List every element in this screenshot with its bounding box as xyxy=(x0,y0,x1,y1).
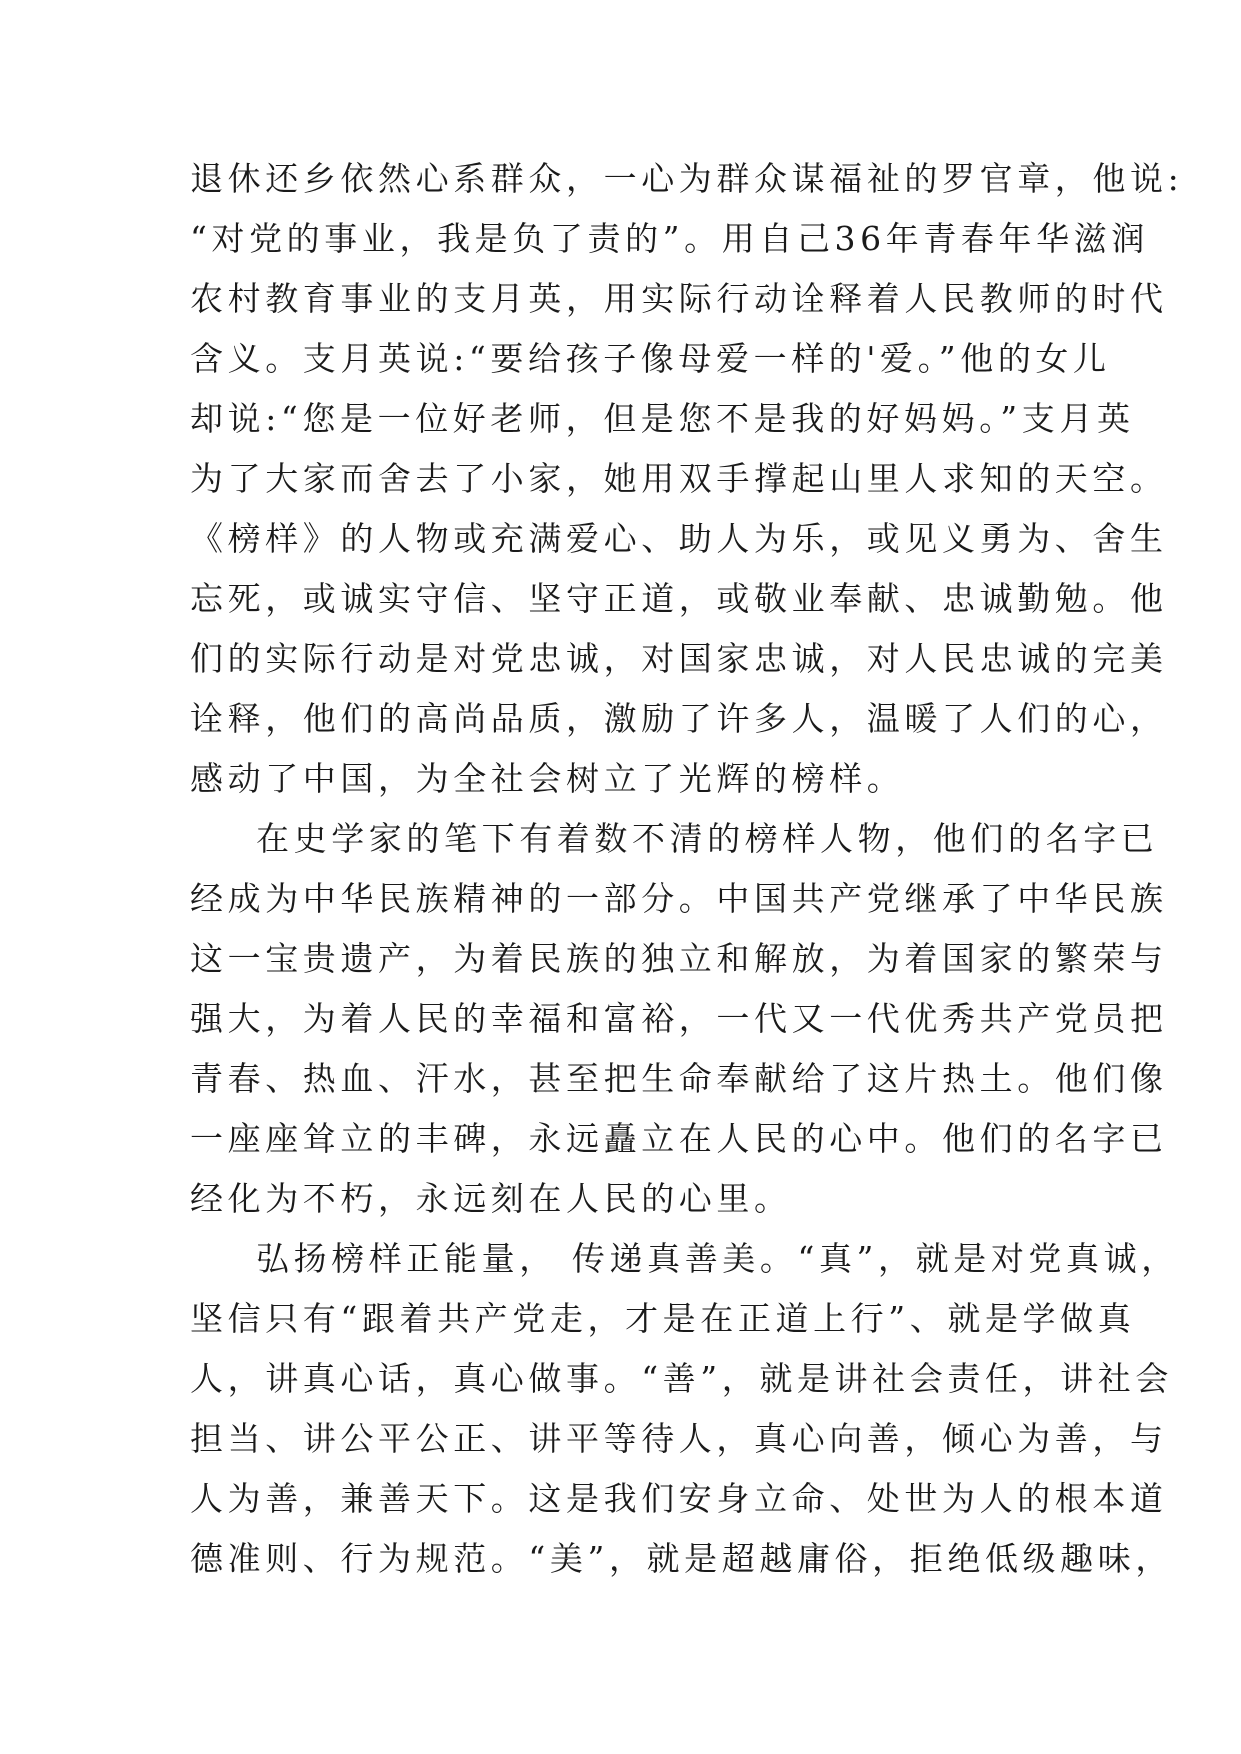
text-line: 们的实际行动是对党忠诚，对国家忠诚，对人民忠诚的完美 xyxy=(190,639,1168,678)
text-line: 青春、热血、汗水，甚至把生命奉献给了这片热土。他们像 xyxy=(190,1059,1168,1098)
text-line: 坚信只有“跟着共产党走，才是在正道上行”、就是学做真 xyxy=(190,1299,1136,1338)
text-line: 一座座耸立的丰碑，永远矗立在人民的心中。他们的名字已 xyxy=(190,1119,1168,1158)
text-line: 强大，为着人民的幸福和富裕，一代又一代优秀共产党员把 xyxy=(190,999,1168,1038)
text-line: 这一宝贵遗产，为着民族的独立和解放，为着国家的繁荣与 xyxy=(190,939,1168,978)
text-line: 退休还乡依然心系群众，一心为群众谋福祉的罗官章，他说: xyxy=(190,159,1184,198)
text-line: 德准则、行为规范。“美”，就是超越庸俗，拒绝低级趣味， xyxy=(190,1539,1173,1578)
text-line: 经化为不朽，永远刻在人民的心里。 xyxy=(190,1179,792,1218)
text-line: 忘死，或诚实守信、坚守正道，或敬业奉献、忠诚勤勉。他 xyxy=(190,579,1168,618)
text-line: 农村教育事业的支月英，用实际行动诠释着人民教师的时代 xyxy=(190,279,1168,318)
text-line: 感动了中国，为全社会树立了光辉的榜样。 xyxy=(190,759,905,798)
text-line: 经成为中华民族精神的一部分。中国共产党继承了中华民族 xyxy=(190,879,1168,918)
text-line: 诠释，他们的高尚品质，激励了许多人，温暖了人们的心， xyxy=(190,699,1168,738)
text-line: 人，讲真心话，真心做事。“善”，就是讲社会责任，讲社会 xyxy=(190,1359,1173,1398)
text-line: 人为善，兼善天下。这是我们安身立命、处世为人的根本道 xyxy=(190,1479,1168,1518)
paragraph-first-line: 在史学家的笔下有着数不清的榜样人物，他们的名字已 xyxy=(256,819,1159,858)
text-line: 担当、讲公平公正、讲平等待人，真心向善，倾心为善，与 xyxy=(190,1419,1168,1458)
paragraph-first-line: 弘扬榜样正能量， 传递真善美。“真”，就是对党真诚， xyxy=(256,1239,1179,1278)
text-line: 含义。支月英说:“要给孩子像母爱一样的'爱。”他的女儿 xyxy=(190,339,1111,378)
text-line: “对党的事业，我是负了责的”。用自己36年青春年华滋润 xyxy=(190,219,1149,258)
text-line: 《榜样》的人物或充满爱心、助人为乐，或见义勇为、舍生 xyxy=(190,519,1168,558)
text-line: 为了大家而舍去了小家，她用双手撑起山里人求知的天空。 xyxy=(190,459,1168,498)
text-line: 却说:“您是一位好老师，但是您不是我的好妈妈。”支月英 xyxy=(190,399,1135,438)
